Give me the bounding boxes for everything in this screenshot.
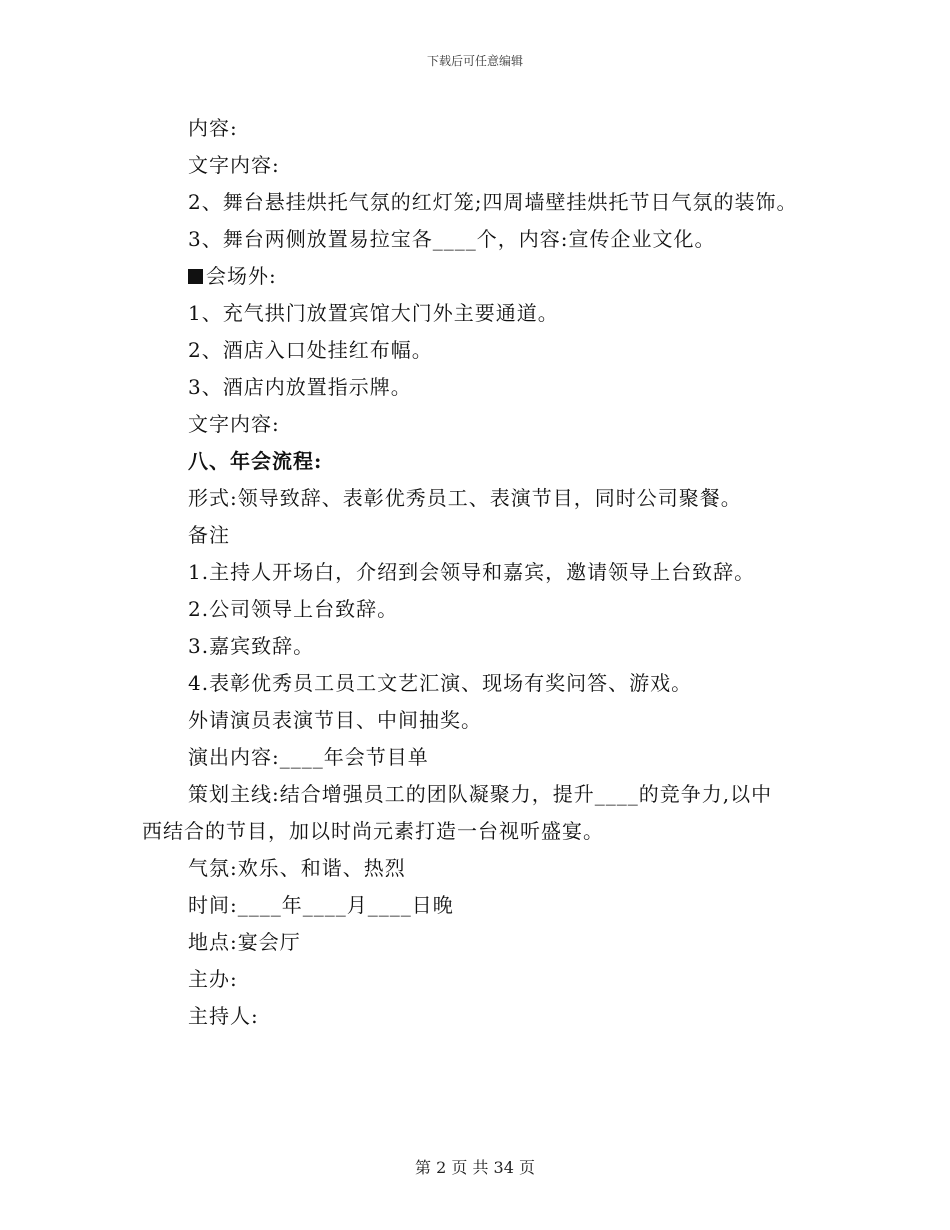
section-heading: 八、年会流程:: [188, 449, 323, 473]
text-line: 时间:____年____月____日晚: [188, 893, 454, 917]
section-venue-outside: [188, 262, 277, 290]
text-line: 内容:: [188, 116, 238, 140]
text-line: 气氛:欢乐、和谐、热烈: [188, 856, 406, 880]
text-line: 4.表彰优秀员工员工文艺汇演、现场有奖问答、游戏。: [188, 671, 693, 695]
text-line: 主办:: [188, 967, 238, 991]
text-line: 2、舞台悬挂烘托气氛的红灯笼;四周墙壁挂烘托节日气氛的装饰。: [188, 190, 798, 214]
text-line: 文字内容:: [188, 153, 280, 177]
text-line: 备注: [188, 523, 230, 547]
page-header: 下载后可任意编辑: [426, 54, 523, 68]
text-line: 3.嘉宾致辞。: [188, 634, 315, 658]
text-line: 1.主持人开场白，介绍到会领导和嘉宾，邀请领导上台致辞。: [188, 560, 756, 584]
text-line: 地点:宴会厅: [188, 930, 301, 954]
text-line: 外请演员表演节目、中间抽奖。: [188, 708, 482, 732]
text-line: 文字内容:: [188, 412, 280, 436]
page-footer: 第 2 页 共 34 页: [415, 1158, 535, 1177]
text-line: 3、酒店内放置指示牌。: [188, 375, 412, 399]
text-line: 西结合的节目，加以时尚元素打造一台视听盛宴。: [142, 819, 604, 843]
text-line: 主持人:: [188, 1004, 259, 1028]
square-bullet-icon: [188, 269, 203, 284]
text-line: 3、舞台两侧放置易拉宝各____个，内容:宣传企业文化。: [188, 227, 716, 251]
text-line: 演出内容:____年会节目单: [188, 745, 429, 769]
text-line: 1、充气拱门放置宾馆大门外主要通道。: [188, 301, 559, 325]
text-line: 形式:领导致辞、表彰优秀员工、表演节目，同时公司聚餐。: [188, 486, 742, 510]
text-line: 策划主线:结合增强员工的团队凝聚力，提升____的竞争力,以中: [188, 782, 773, 806]
text-line: 2、酒店入口处挂红布幅。: [188, 338, 433, 362]
text-line: 2.公司领导上台致辞。: [188, 597, 399, 621]
text-line: 会场外:: [206, 264, 277, 288]
